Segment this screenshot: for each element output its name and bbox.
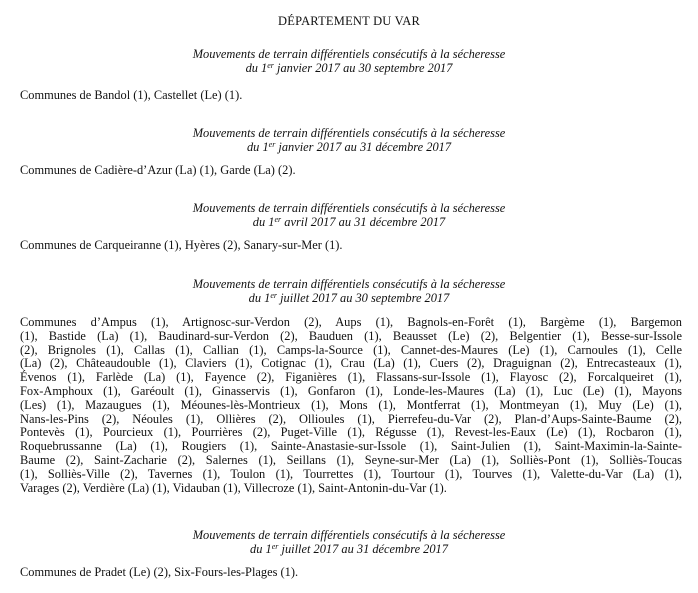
heading-line-2: du 1er avril 2017 au 31 décembre 2017	[252, 215, 446, 229]
department-title: DÉPARTEMENT DU VAR	[278, 14, 420, 28]
section-2-heading	[0, 126, 698, 156]
communes-line: Baume (2), Saint-Zacharie (2), Salernes (1), Seillans (1), Seyne-sur-Mer (La) (1), Solliès-Pont (1), Solliès-Toucas	[20, 452, 682, 467]
section-3-communes: Communes de Carqueiranne (1), Hyères (2), Sanary-sur-Mer (1).	[20, 238, 343, 252]
section-1-heading	[0, 47, 698, 77]
heading-line-1: Mouvements de terrain différentiels consécutifs à la sécheresse	[192, 47, 506, 61]
section-2-communes: Communes de Cadière-d’Azur (La) (1), Garde (La) (2).	[20, 163, 296, 177]
communes-line: Pontevès (1), Pourcieux (1), Pourrières (2), Puget-Ville (1), Régusse (1), Revest-les-Eaux (Le) (1), Rocbaron (1),	[20, 425, 682, 440]
communes-line: (2), Brignoles (1), Callas (1), Callian (1), Camps-la-Source (1), Cannet-des-Maures (Le) (1), Carnoules (1), Celle	[20, 342, 682, 357]
heading-line-1: Mouvements de terrain différentiels consécutifs à la sécheresse	[192, 201, 506, 215]
communes-line: (1), Bastide (La) (1), Baudinard-sur-Verdon (2), Bauduen (1), Beausset (Le) (2), Belgentier (1), Besse-sur-Issole	[20, 328, 682, 343]
heading-line-1: Mouvements de terrain différentiels consécutifs à la sécheresse	[192, 277, 506, 291]
section-5-communes: Communes de Pradet (Le) (2), Six-Fours-les-Plages (1).	[20, 565, 299, 579]
heading-line-2: du 1er juillet 2017 au 30 septembre 2017	[248, 291, 450, 305]
communes-line: Nans-les-Pins (2), Néoules (1), Ollières (2), Ollioules (1), Pierrefeu-du-Var (2), Plan-d’Aups-Sainte-Baume (2),	[20, 411, 682, 426]
heading-line-2: du 1er janvier 2017 au 30 septembre 2017	[245, 61, 453, 75]
communes-line: (La) (2), Châteaudouble (1), Claviers (1), Cotignac (1), Crau (La) (1), Cuers (2), Draguignan (2), Entrecasteaux (1),	[20, 356, 682, 371]
heading-line-1: Mouvements de terrain différentiels consécutifs à la sécheresse	[192, 528, 506, 542]
communes-line: Évenos (1), Farlède (La) (1), Fayence (2), Figanières (1), Flassans-sur-Issole (1), Flayosc (2), Forcalqueiret (1),	[20, 370, 682, 385]
heading-line-1: Mouvements de terrain différentiels consécutifs à la sécheresse	[192, 126, 506, 140]
heading-line-2: du 1er janvier 2017 au 31 décembre 2017	[246, 140, 452, 154]
heading-line-2: du 1er juillet 2017 au 31 décembre 2017	[250, 542, 448, 556]
communes-line: (Les) (1), Mazaugues (1), Méounes-lès-Montrieux (1), Mons (1), Montferrat (1), Montmeyan (1), Muy (Le) (1),	[20, 397, 682, 412]
section-1-communes: Communes de Bandol (1), Castellet (Le) (1).	[20, 88, 243, 102]
communes-line: Roquebrussanne (La) (1), Rougiers (1), Sainte-Anastasie-sur-Issole (1), Saint-Julien (1), Saint-Maximin-la-Sainte-	[20, 439, 682, 454]
communes-line: Fox-Amphoux (1), Garéoult (1), Ginasservis (1), Gonfaron (1), Londe-les-Maures (La) (1), Luc (Le) (1), Mayons	[20, 383, 682, 398]
section-3-heading	[0, 201, 698, 231]
section-4-communes	[20, 316, 682, 495]
communes-line: Communes d’Ampus (1), Artignosc-sur-Verdon (2), Aups (1), Bagnols-en-Forêt (1), Bargème (1), Bargemon	[20, 315, 682, 329]
section-5-heading	[0, 528, 698, 558]
section-4-heading	[0, 277, 698, 307]
communes-line: (1), Solliès-Ville (2), Tavernes (1), Toulon (1), Tourrettes (1), Tourtour (1), Tourves (1), Valette-du-Var (La) (1),	[20, 466, 682, 481]
communes-line: Varages (2), Verdière (La) (1), Vidauban (1), Villecroze (1), Saint-Antonin-du-Var (1).	[20, 480, 447, 495]
